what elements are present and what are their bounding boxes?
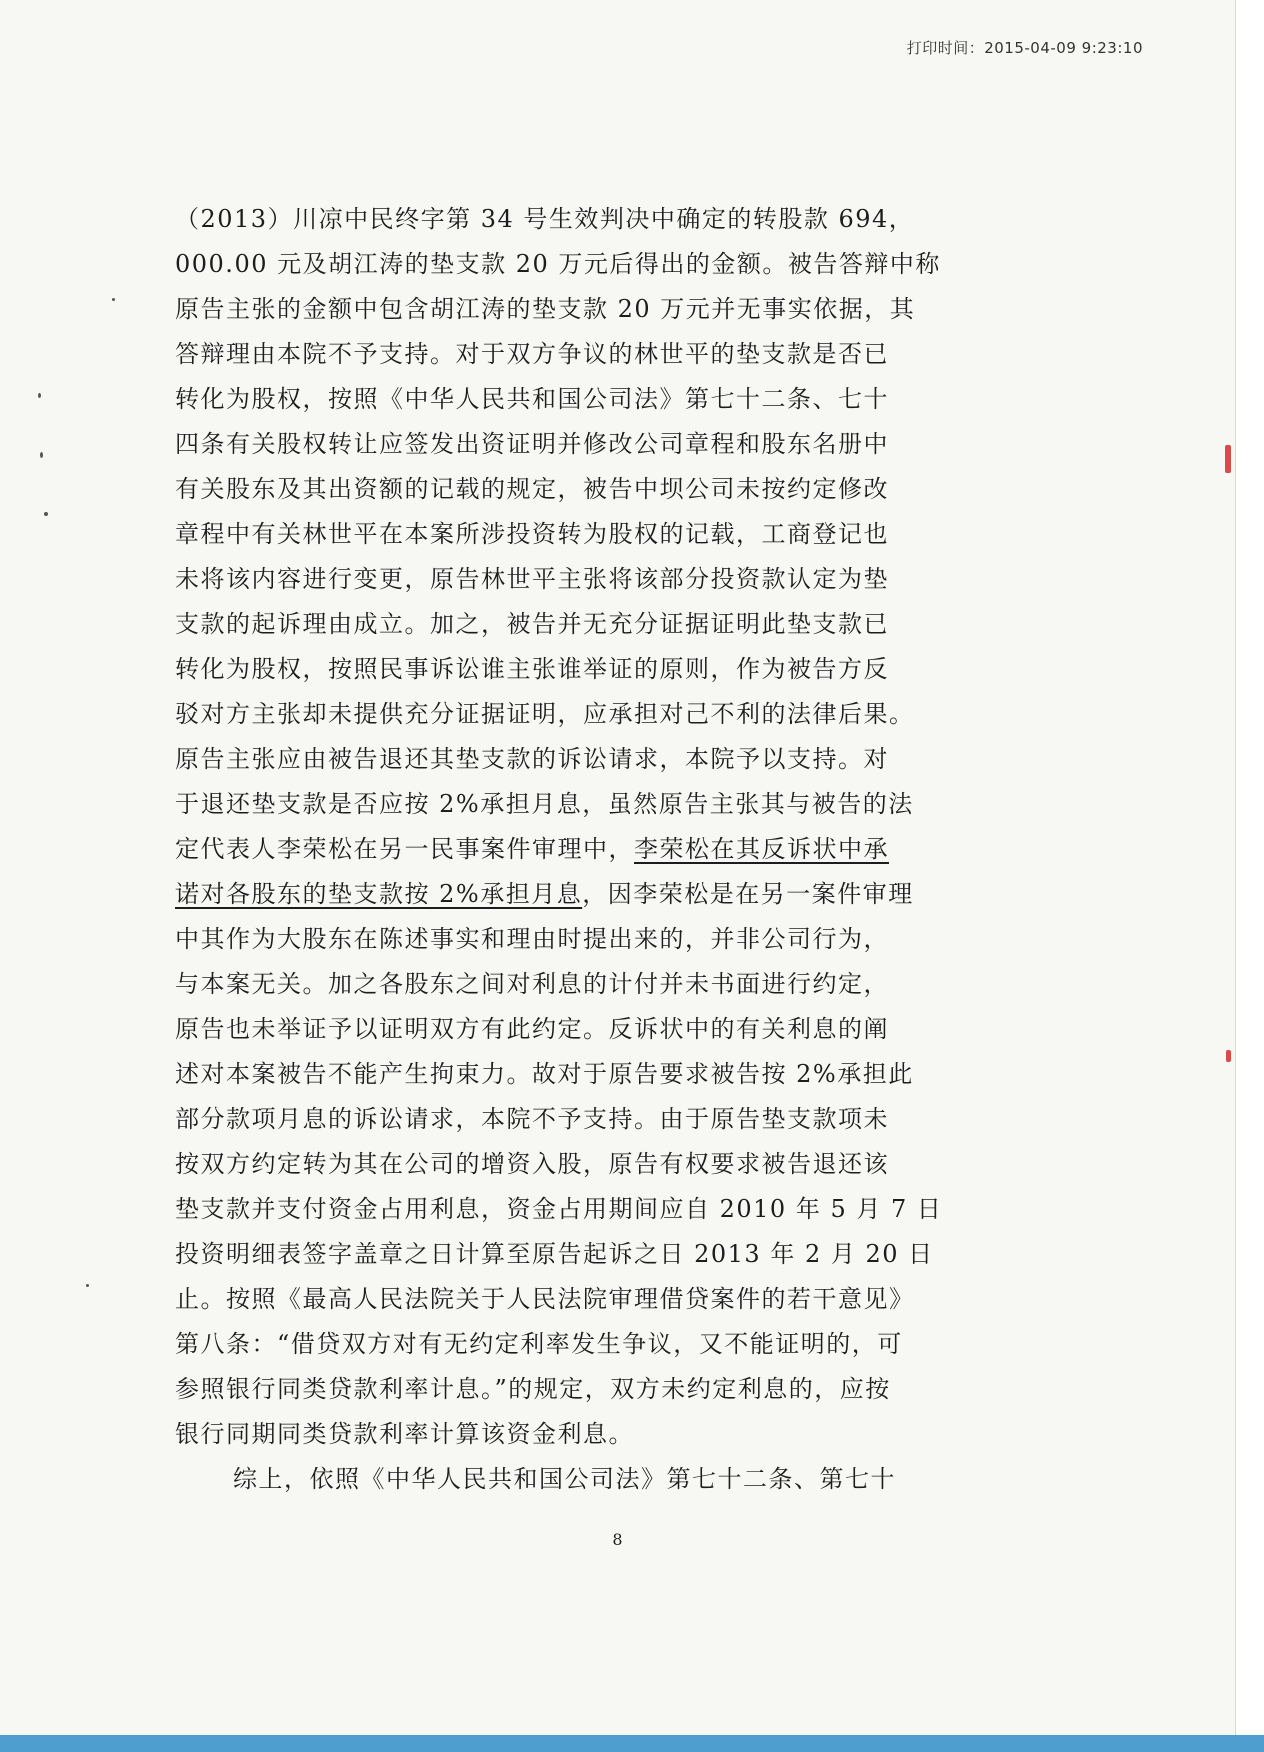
text-line-22: 按双方约定转为其在公司的增资入股，原告有权要求被告退还该: [175, 1150, 889, 1178]
text-line-1: （2013）川凉中民终字第 34 号生效判决中确定的转股款 694，: [175, 205, 915, 233]
text-line-10: 支款的起诉理由成立。加之，被告并无充分证据证明此垫支款已: [175, 610, 889, 638]
text-line-8: 章程中有关林世平在本案所涉投资转为股权的记载，工商登记也: [175, 520, 889, 548]
text-line-24: 投资明细表签字盖章之日计算至原告起诉之日 2013 年 2 月 20 日: [175, 1240, 934, 1268]
text-line-19: 原告也未举证予以证明双方有此约定。反诉状中的有关利息的阐: [175, 1015, 889, 1043]
scanner-edge-band: [0, 1735, 1264, 1752]
text-line-21: 部分款项月息的诉讼请求，本院不予支持。由于原告垫支款项未: [175, 1105, 889, 1133]
scan-speck: [44, 512, 48, 516]
judgment-body: [175, 197, 1020, 1502]
scan-speck: [40, 452, 43, 458]
text-line-11: 转化为股权，按照民事诉讼谁主张谁举证的原则，作为被告方反: [175, 655, 889, 683]
text-line-28: 银行同期同类贷款利率计算该资金利息。: [175, 1420, 634, 1448]
print-timestamp: 打印时间：2015-04-09 9:23:10: [906, 39, 1143, 57]
text-line-15: [175, 827, 1020, 872]
text-line-12: 驳对方主张却未提供充分证据证明，应承担对己不利的法律后果。: [175, 700, 915, 728]
page-number: 8: [612, 1530, 623, 1549]
scan-speck: [38, 393, 41, 398]
text-line-7: 有关股东及其出资额的记载的规定，被告中坝公司未按约定修改: [175, 475, 889, 503]
text-line-4: 答辩理由本院不予支持。对于双方争议的林世平的垫支款是否已: [175, 340, 889, 368]
text-line-25: 止。按照《最高人民法院关于人民法院审理借贷案件的若干意见》: [175, 1285, 915, 1313]
text-line-15-start: 定代表人李荣松在另一民事案件审理中，: [175, 835, 634, 863]
red-scan-mark: [1225, 445, 1231, 473]
text-line-6: 四条有关股权转让应签发出资证明并修改公司章程和股东名册中: [175, 430, 889, 458]
text-line-20: 述对本案被告不能产生拘束力。故对于原告要求被告按 2%承担此: [175, 1060, 914, 1088]
text-line-17: 中其作为大股东在陈述事实和理由时提出来的，并非公司行为，: [175, 925, 889, 953]
red-scan-mark: [1226, 1050, 1231, 1062]
text-line-13: 原告主张应由被告退还其垫支款的诉讼请求，本院予以支持。对: [175, 745, 889, 773]
text-line-27: 参照银行同类贷款利率计息。”的规定，双方未约定利息的，应按: [175, 1375, 891, 1403]
text-line-5: 转化为股权，按照《中华人民共和国公司法》第七十二条、七十: [175, 385, 889, 413]
text-line-29: 综上，依照《中华人民共和国公司法》第七十二条、第七十: [233, 1465, 896, 1493]
text-line-14: 于退还垫支款是否应按 2%承担月息，虽然原告主张其与被告的法: [175, 790, 914, 818]
text-line-26: 第八条：“借贷双方对有无约定利率发生争议，又不能证明的，可: [175, 1330, 903, 1358]
text-line-16-rest: ，因李荣松是在另一案件审理: [582, 880, 914, 908]
text-line-9: 未将该内容进行变更，原告林世平主张将该部分投资款认定为垫: [175, 565, 889, 593]
handwritten-underline-1: 李荣松在其反诉状中承: [634, 835, 889, 863]
scan-speck: [86, 1284, 89, 1287]
scan-speck: [112, 298, 115, 301]
text-line-23: 垫支款并支付资金占用利息，资金占用期间应自 2010 年 5 月 7 日: [175, 1195, 943, 1223]
text-line-2: 000.00 元及胡江涛的垫支款 20 万元后得出的金额。被告答辩中称: [175, 250, 941, 278]
text-line-18: 与本案无关。加之各股东之间对利息的计付并未书面进行约定，: [175, 970, 889, 998]
text-line-16: [175, 872, 1020, 917]
handwritten-underline-2: 诺对各股东的垫支款按 2%承担月息: [175, 880, 583, 908]
text-line-3: 原告主张的金额中包含胡江涛的垫支款 20 万元并无事实依据，其: [175, 295, 916, 323]
